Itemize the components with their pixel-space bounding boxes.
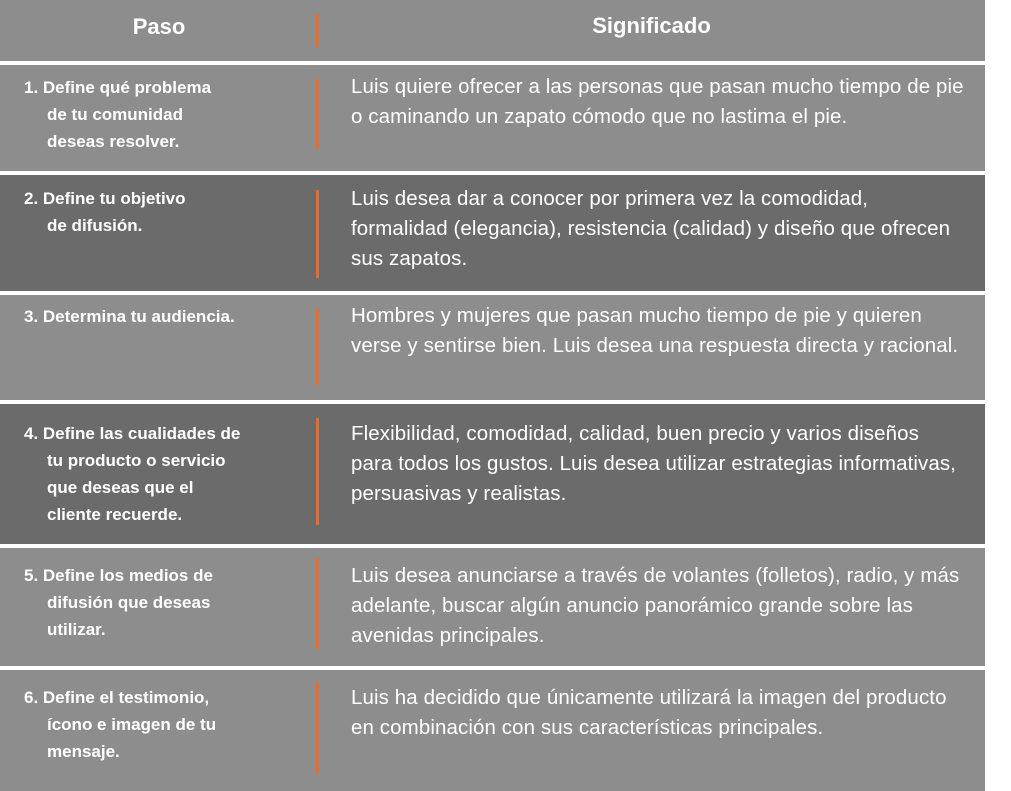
column-divider	[316, 418, 319, 525]
step-meaning: Hombres y mujeres que pasan mucho tiempo de pie y quieren verse y sentirse bien. Luis desea una respuesta directa y racional.	[351, 304, 959, 357]
step-line: cliente recuerde.	[47, 505, 183, 524]
column-divider	[316, 309, 319, 385]
step-line: mensaje.	[47, 742, 120, 761]
step-meaning: Luis desea dar a conocer por primera vez la comodidad, formalidad (elegancia), resistencia (calidad) y diseño que ofrecen sus zapatos.	[351, 187, 951, 270]
step-label	[24, 562, 304, 643]
column-divider	[316, 79, 319, 149]
table-row	[0, 65, 985, 171]
step-line: tu producto o servicio	[47, 451, 226, 470]
column-divider	[316, 682, 319, 774]
step-label	[24, 420, 304, 528]
step-meaning: Luis desea anunciarse a través de volantes (folletos), radio, y más adelante, buscar algún anuncio panorámico grande sobre las avenidas principales.	[351, 564, 960, 647]
step-title: 3. Determina tu audiencia.	[24, 307, 235, 326]
column-divider	[316, 558, 319, 649]
step-title: 4. Define las cualidades de	[24, 424, 241, 443]
step-label	[24, 185, 304, 239]
step-meaning: Flexibilidad, comodidad, calidad, buen precio y varios diseños para todos los gustos. Luis desea utilizar estrategias informativas, persuasivas y realistas.	[351, 422, 957, 505]
step-line: deseas resolver.	[47, 132, 180, 151]
step-label	[24, 303, 304, 330]
step-line: ícono e imagen de tu	[47, 715, 217, 734]
table-row	[0, 670, 985, 791]
step-title: 6. Define el testimonio,	[24, 688, 210, 707]
table-header	[0, 0, 985, 61]
step-meaning: Luis ha decidido que únicamente utilizará la imagen del producto en combinación con sus características principales.	[351, 686, 947, 739]
step-label	[24, 74, 304, 155]
table-row	[0, 404, 985, 544]
table-row	[0, 295, 985, 400]
step-line: difusión que deseas	[47, 593, 211, 612]
step-title: 1. Define qué problema	[24, 78, 212, 97]
table-row	[0, 548, 985, 666]
step-title: 5. Define los medios de	[24, 566, 213, 585]
table-row	[0, 175, 985, 291]
step-line: de difusión.	[47, 216, 143, 235]
header-meaning: Significado	[592, 13, 711, 38]
step-line: utilizar.	[47, 620, 106, 639]
step-line: que deseas que el	[47, 478, 194, 497]
step-line: de tu comunidad	[47, 105, 183, 124]
step-title: 2. Define tu objetivo	[24, 189, 186, 208]
step-meaning: Luis quiere ofrecer a las personas que pasan mucho tiempo de pie o caminando un zapato cómodo que no lastima el pie.	[351, 75, 964, 128]
column-divider	[316, 190, 319, 278]
header-step: Paso	[132, 14, 186, 39]
step-label	[24, 684, 304, 765]
